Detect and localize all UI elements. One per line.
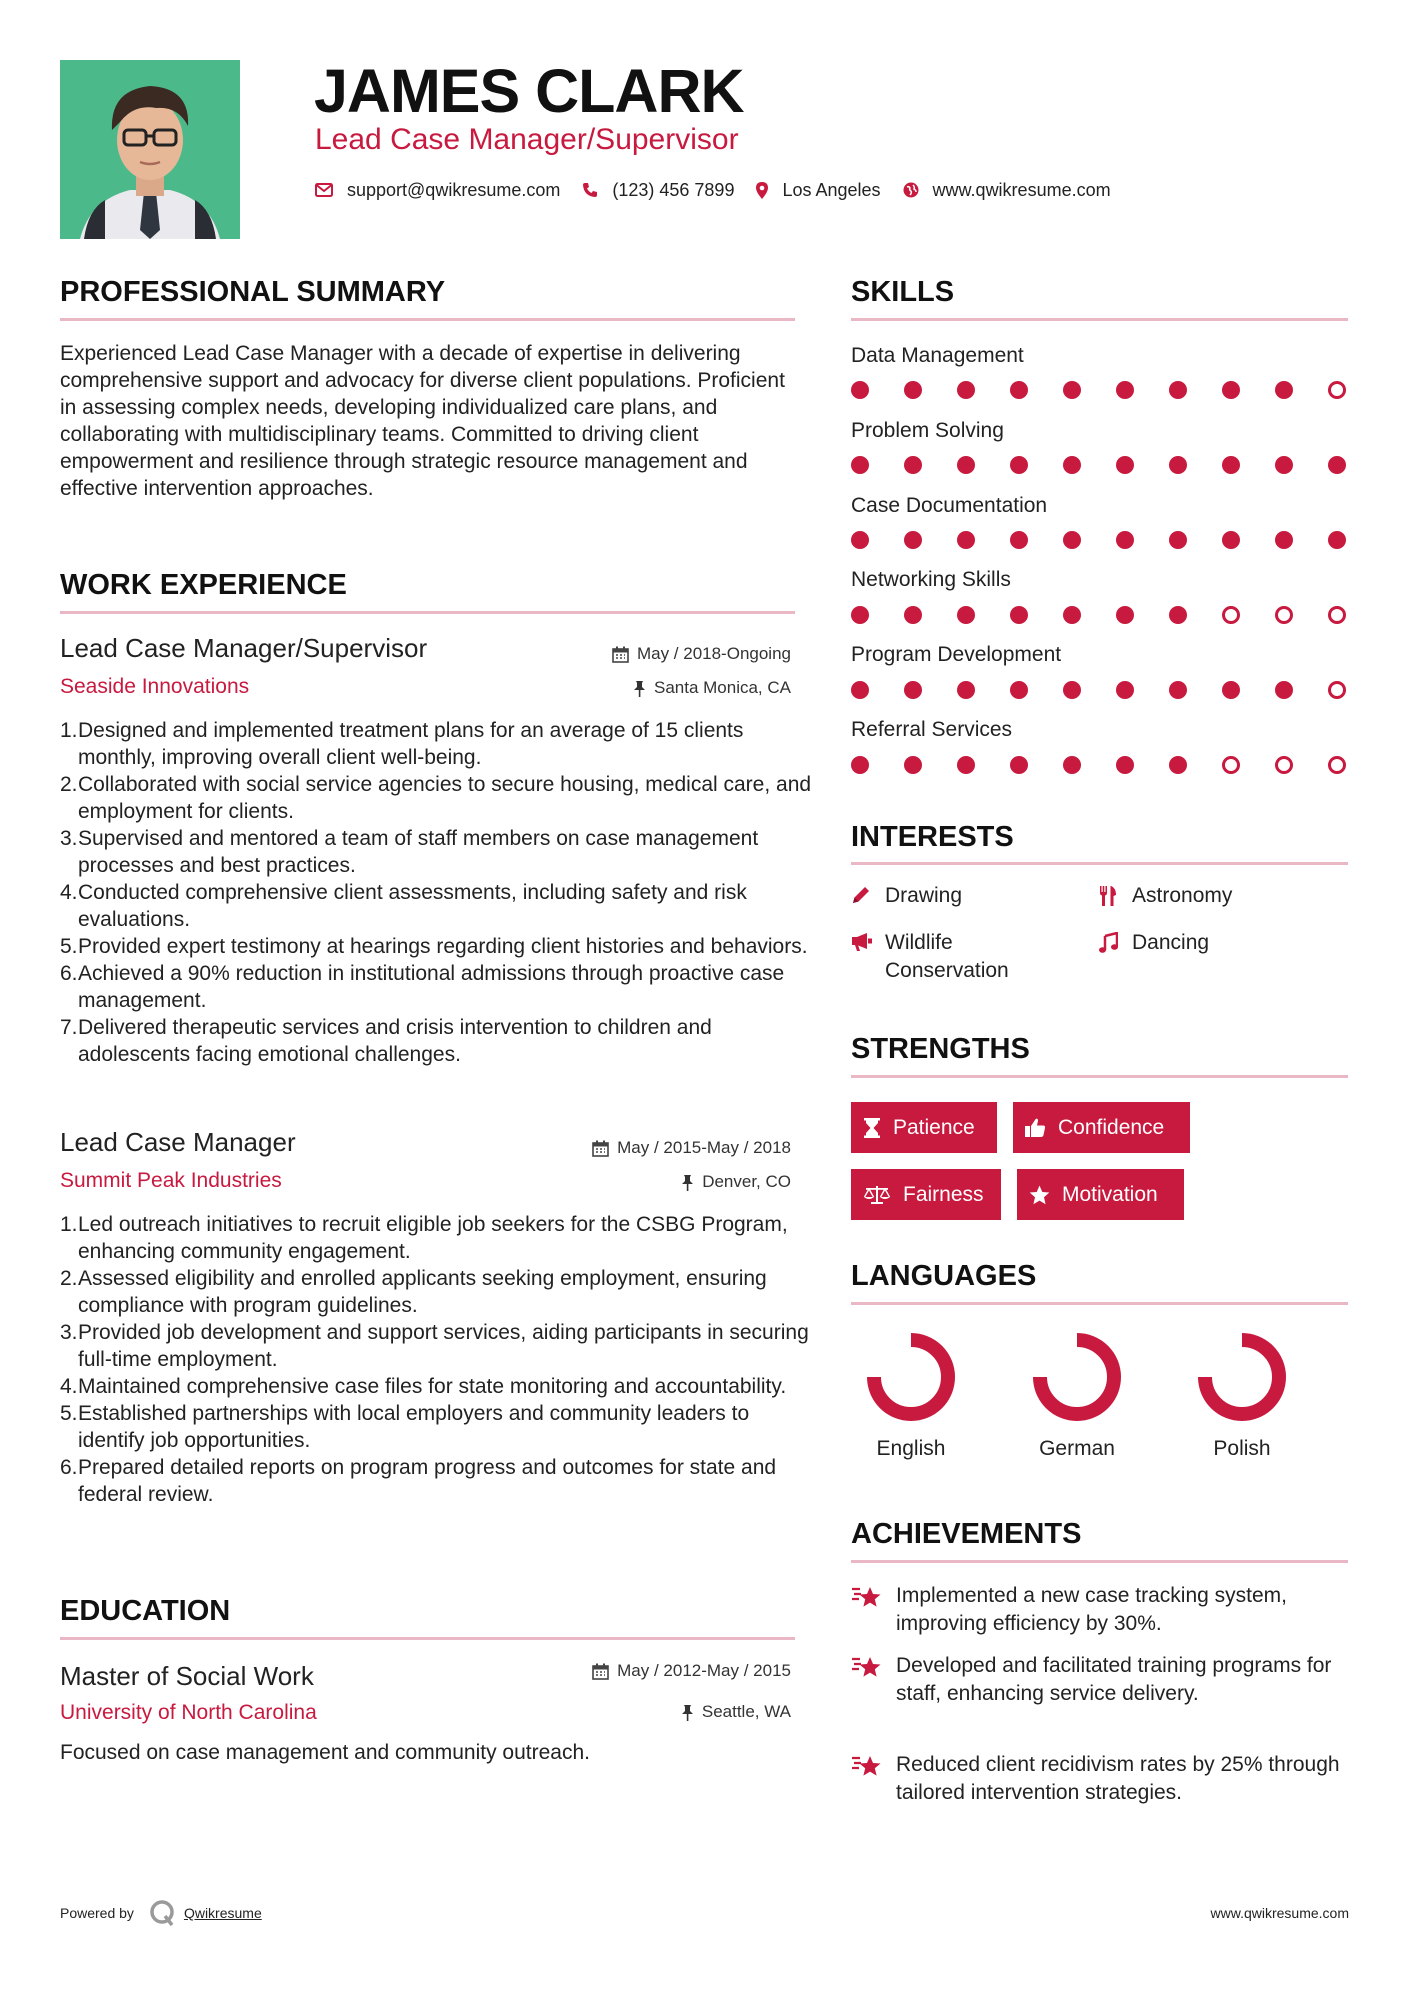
contact-location (756, 180, 880, 201)
skill-name: Case Documentation (851, 494, 1048, 517)
skill-name: Program Development (851, 643, 1062, 666)
globe-icon (903, 182, 919, 198)
summary-text: Experienced Lead Case Manager with a decade of expertise in delivering comprehensive support and advocacy for diverse client populations. Proficient in assessing complex needs, developing individualized care plans, and collaborating with multidisciplinary teams. Committed to driving client empowerment and resilience through strategic resource management and effective intervention approaches. (60, 342, 785, 500)
contact-phone[interactable] (582, 180, 734, 201)
job-company: Seaside Innovations (60, 675, 250, 698)
job-company: Summit Peak Industries (60, 1169, 282, 1192)
envelope-icon (315, 183, 333, 197)
candidate-name: JAMES CLARK (314, 57, 744, 125)
skill-dot-filled (1116, 681, 1134, 699)
bullhorn-icon (851, 932, 873, 952)
skill-dot-filled (1116, 756, 1134, 774)
calendar-icon (592, 1140, 609, 1157)
candidate-role: Lead Case Manager/Supervisor (315, 123, 739, 156)
skills-divider (851, 318, 1348, 321)
skill-dot-filled (1010, 681, 1028, 699)
skill-dot-filled (1169, 756, 1187, 774)
skill-dot-filled (904, 756, 922, 774)
skill-dot-filled (851, 456, 869, 474)
list-item: 6. Prepared detailed reports on program progress and outcomes for state and federal review. (60, 1456, 777, 1506)
job-location (681, 1171, 791, 1193)
skill-dot-filled (1063, 681, 1081, 699)
contact-email[interactable] (315, 180, 560, 201)
job-location-text: Santa Monica, CA (653, 678, 791, 697)
education-divider (60, 1637, 795, 1640)
shooting-star-icon (851, 1584, 883, 1610)
list-item: 6. Achieved a 90% reduction in institutional admissions through proactive case management. (60, 962, 785, 1012)
skill-dot-filled (957, 756, 975, 774)
language-progress-ring (864, 1330, 958, 1424)
skill-dot-filled (904, 456, 922, 474)
strength-badge: Motivation (1017, 1169, 1184, 1220)
list-item: 2. Assessed eligibility and enrolled applicants seeking employment, ensuring compliance with program guidelines. (60, 1267, 767, 1317)
education-location-text: Seattle, WA (701, 1702, 791, 1721)
skill-rating (851, 531, 1348, 551)
qwikresume-logo-icon (148, 1898, 178, 1928)
skill-name: Problem Solving (851, 419, 1004, 442)
list-item: 5. Established partnerships with local employers and community leaders to identify job opportunities. (60, 1402, 750, 1452)
phone-icon (582, 182, 598, 198)
skill-dot-empty (1328, 381, 1346, 399)
calendar-icon (592, 1663, 609, 1680)
skill-dot-filled (1169, 531, 1187, 549)
location-text: Los Angeles (782, 179, 881, 200)
contact-bar (315, 176, 1133, 204)
skill-dot-filled (1116, 381, 1134, 399)
interest-item: Astronomy (1098, 882, 1318, 910)
profile-photo (60, 60, 240, 239)
utensils-icon (1098, 885, 1118, 907)
skill-dot-empty (1222, 756, 1240, 774)
skill-dot-filled (1328, 531, 1346, 549)
calendar-icon (612, 646, 629, 663)
interests-heading: INTERESTS (851, 821, 1014, 853)
footer-powered-by (60, 1898, 262, 1928)
skill-dot-filled (1010, 531, 1028, 549)
language-progress-ring (1030, 1330, 1124, 1424)
skill-dot-filled (1275, 456, 1293, 474)
skill-dot-filled (851, 531, 869, 549)
languages-divider (851, 1302, 1348, 1305)
skill-dot-filled (1063, 756, 1081, 774)
job-duties-list (60, 717, 813, 1068)
interest-item: Dancing (1098, 929, 1318, 957)
job-title: Lead Case Manager (60, 1127, 296, 1157)
list-item: 1. Led outreach initiatives to recruit eligible job seekers for the CSBG Program, enhancing community engagement. (60, 1213, 788, 1263)
email-text: support@qwikresume.com (347, 179, 561, 200)
education-description: Focused on case management and community outreach. (60, 1741, 590, 1764)
skill-rating (851, 606, 1348, 626)
skill-dot-filled (1275, 531, 1293, 549)
strengths-heading: STRENGTHS (851, 1033, 1030, 1065)
skill-dot-filled (851, 681, 869, 699)
achievement-item: Implemented a new case tracking system, improving efficiency by 30%. (851, 1582, 1351, 1638)
skill-dot-filled (1010, 456, 1028, 474)
skill-dot-filled (1116, 606, 1134, 624)
skill-dot-filled (1116, 531, 1134, 549)
balance-scale-icon (863, 1185, 891, 1205)
language-item (1017, 1330, 1137, 1462)
map-pin-icon (756, 182, 768, 199)
achievement-item: Developed and facilitated training programs for staff, enhancing service delivery. (851, 1652, 1351, 1708)
skill-dot-filled (904, 531, 922, 549)
language-name: German (1039, 1437, 1115, 1460)
list-item: 2. Collaborated with social service agencies to secure housing, medical care, and employment for clients. (60, 773, 812, 823)
skill-dot-filled (1116, 456, 1134, 474)
language-level-arc (1040, 1340, 1114, 1414)
education-location (681, 1701, 791, 1723)
skill-dot-filled (1063, 381, 1081, 399)
job-title: Lead Case Manager/Supervisor (60, 633, 428, 663)
achievements-divider (851, 1560, 1348, 1563)
skill-dot-filled (957, 681, 975, 699)
skill-dot-filled (1169, 681, 1187, 699)
profile-photo-illustration (60, 60, 240, 239)
skill-dot-filled (957, 381, 975, 399)
language-item (851, 1330, 971, 1462)
summary-heading: PROFESSIONAL SUMMARY (60, 276, 446, 308)
strengths-divider (851, 1075, 1348, 1078)
languages-heading: LANGUAGES (851, 1260, 1037, 1292)
achievement-item: Reduced client recidivism rates by 25% through tailored intervention strategies. (851, 1751, 1351, 1807)
skill-dot-filled (1222, 456, 1240, 474)
powered-by-label: Powered by (60, 1905, 134, 1921)
list-item: 7. Delivered therapeutic services and crisis intervention to children and adolescents facing emotional challenges. (60, 1016, 712, 1066)
strength-badge: Patience (851, 1102, 997, 1153)
language-item (1182, 1330, 1302, 1462)
skill-dot-filled (904, 606, 922, 624)
job-date (592, 1137, 791, 1159)
skill-rating (851, 681, 1348, 701)
skill-dot-filled (957, 456, 975, 474)
skill-dot-filled (1063, 606, 1081, 624)
skill-dot-filled (851, 756, 869, 774)
work-divider (60, 611, 795, 614)
phone-text: (123) 456 7899 (612, 179, 735, 200)
skill-rating (851, 756, 1348, 776)
interests-divider (851, 862, 1348, 865)
skill-dot-filled (1275, 681, 1293, 699)
education-degree: Master of Social Work (60, 1661, 314, 1691)
language-level-arc (874, 1340, 948, 1414)
skill-dot-filled (1275, 381, 1293, 399)
skill-dot-filled (1010, 606, 1028, 624)
contact-website[interactable] (903, 180, 1111, 201)
job-date-text: May / 2015-May / 2018 (617, 1138, 791, 1157)
strength-badge: Fairness (851, 1169, 1001, 1220)
pencil-icon (851, 885, 871, 905)
skill-dot-filled (1010, 756, 1028, 774)
skill-dot-filled (1169, 381, 1187, 399)
summary-divider (60, 318, 795, 321)
skill-dot-filled (1222, 531, 1240, 549)
skill-dot-empty (1275, 756, 1293, 774)
job-duties-list (60, 1211, 813, 1508)
education-school: University of North Carolina (60, 1701, 317, 1724)
skill-dot-filled (1222, 681, 1240, 699)
skill-dot-empty (1275, 606, 1293, 624)
skill-dot-filled (1063, 531, 1081, 549)
list-item: 3. Supervised and mentored a team of staff members on case management processes and best practices. (60, 827, 759, 877)
skill-dot-filled (851, 381, 869, 399)
skill-dot-filled (1169, 456, 1187, 474)
skill-name: Networking Skills (851, 568, 1011, 591)
interest-item: Drawing (851, 882, 1071, 910)
interest-item: Wildlife Conservation (851, 929, 1071, 985)
skill-dot-filled (1169, 606, 1187, 624)
qwikresume-link[interactable]: Qwikresume (183, 1905, 262, 1921)
list-item: 5. Provided expert testimony at hearings regarding client histories and behaviors. (60, 935, 808, 958)
skill-rating (851, 456, 1348, 476)
pushpin-icon (681, 1174, 694, 1191)
skill-dot-empty (1328, 606, 1346, 624)
list-item: 3. Provided job development and support services, aiding participants in securing full-time employment. (60, 1321, 809, 1371)
skill-dot-empty (1222, 606, 1240, 624)
footer-url[interactable]: www.qwikresume.com (1210, 1905, 1349, 1921)
list-item: 1. Designed and implemented treatment plans for an average of 15 clients monthly, improving overall client well-being. (60, 719, 744, 769)
shooting-star-icon (851, 1753, 883, 1779)
skill-dot-filled (1222, 381, 1240, 399)
hourglass-icon (863, 1118, 881, 1138)
pushpin-icon (633, 680, 646, 697)
list-item: 4. Conducted comprehensive client assessments, including safety and risk evaluations. (60, 881, 747, 931)
skills-heading: SKILLS (851, 276, 955, 308)
skill-name: Data Management (851, 344, 1024, 367)
pushpin-icon (681, 1704, 694, 1721)
education-heading: EDUCATION (60, 1595, 231, 1627)
language-name: English (876, 1437, 946, 1460)
language-progress-ring (1195, 1330, 1289, 1424)
skill-dot-filled (1063, 456, 1081, 474)
language-name: Polish (1213, 1437, 1271, 1460)
music-icon (1098, 932, 1118, 954)
job-location-text: Denver, CO (702, 1172, 791, 1191)
skill-name: Referral Services (851, 718, 1013, 741)
education-date (592, 1660, 791, 1682)
job-date-text: May / 2018-Ongoing (636, 644, 791, 663)
skill-dot-filled (1010, 381, 1028, 399)
achievements-heading: ACHIEVEMENTS (851, 1518, 1082, 1550)
job-location (633, 677, 791, 699)
thumbs-up-icon (1025, 1118, 1046, 1138)
job-date (612, 643, 791, 665)
skill-dot-filled (1328, 456, 1346, 474)
skill-dot-filled (904, 381, 922, 399)
skill-dot-empty (1328, 756, 1346, 774)
skill-rating (851, 381, 1348, 401)
language-level-arc (1205, 1340, 1279, 1414)
skill-dot-empty (1328, 681, 1346, 699)
shooting-star-icon (851, 1654, 883, 1680)
skill-dot-filled (957, 531, 975, 549)
list-item: 4. Maintained comprehensive case files for state monitoring and accountability. (60, 1375, 787, 1398)
work-heading: WORK EXPERIENCE (60, 569, 347, 601)
skill-dot-filled (904, 681, 922, 699)
star-icon (1029, 1185, 1050, 1205)
website-text: www.qwikresume.com (932, 179, 1111, 200)
skill-dot-filled (851, 606, 869, 624)
skill-dot-filled (957, 606, 975, 624)
education-date-text: May / 2012-May / 2015 (617, 1661, 791, 1680)
strength-badge: Confidence (1013, 1102, 1190, 1153)
